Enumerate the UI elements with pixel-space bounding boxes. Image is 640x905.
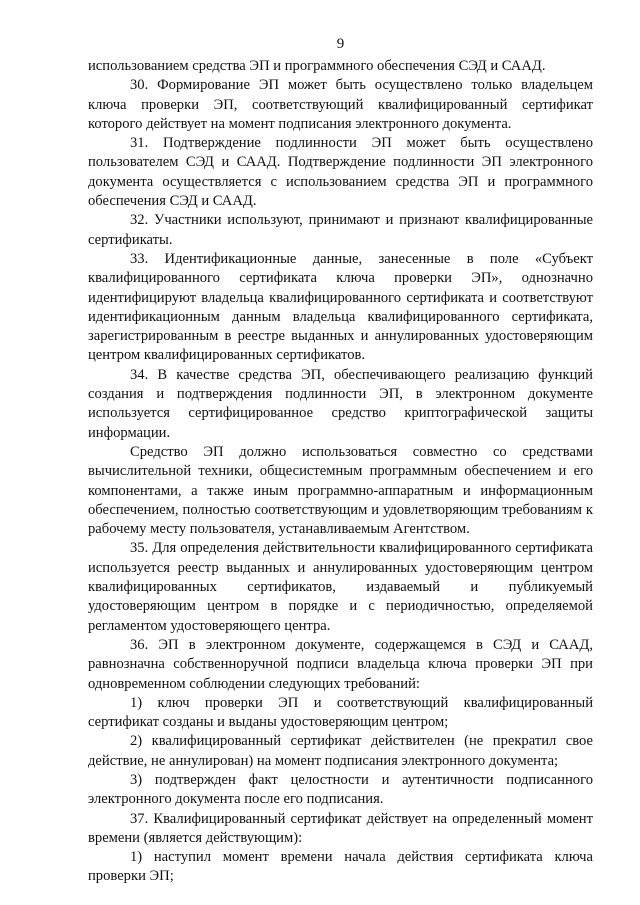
list-item-36-1: 1) ключ проверки ЭП и соответствующий квалифицированный сертификат созданы и выданы удостоверяющим центром; bbox=[88, 694, 593, 731]
document-body bbox=[88, 57, 593, 887]
paragraph-37: 37. Квалифицированный сертификат действует на определенный момент времени (является действующим): bbox=[88, 810, 593, 846]
list-item-36-3: 3) подтвержден факт целостности и аутентичности подписанного электронного документа после его подписания. bbox=[88, 771, 593, 808]
paragraph-34-cont: Средство ЭП должно использоваться совместно со средствами вычислительной техники, общесистемным программным обеспечением и его компонентами, а также иным программно-аппаратным и информационным обеспечением, полностью соответствующим и удовлетворяющим требованиям к рабочему месту пользователя, устанавливаемым Агентством. bbox=[88, 443, 593, 538]
paragraph-32: 32. Участники используют, принимают и признают квалифицированные сертификаты. bbox=[88, 212, 593, 248]
paragraph-30: 30. Формирование ЭП может быть осуществлено только владельцем ключа проверки ЭП, соответствующий квалифицированный сертификат которого действует на момент подписания электронного документа. bbox=[88, 77, 593, 132]
paragraph-35: 35. Для определения действительности квалифицированного сертификата используется реестр выданных и аннулированных удостоверяющим центром квалифицированных сертификатов, издаваемый и публикуемый удостоверяющим центром в порядке и с периодичностью, определяемой регламентом удостоверяющего центра. bbox=[88, 540, 593, 634]
paragraph-continuation: использованием средства ЭП и программного обеспечения СЭД и СААД. bbox=[88, 58, 546, 74]
paragraph-36: 36. ЭП в электронном документе, содержащемся в СЭД и СААД, равнозначна собственноручной подписи владельца ключа проверки ЭП при одновременном соблюдении следующих требований: bbox=[88, 636, 593, 692]
paragraph-33: 33. Идентификационные данные, занесенные в поле «Субъект квалифицированного сертификата ключа проверки ЭП», однозначно идентифицируют владельца квалифицированного сертификата и соответствуют идентификационным данным владельца квалифицированного сертификата, зарегистрированным в реестре выданных и аннулированных удостоверяющим центром квалифицированных сертификатов. bbox=[88, 250, 593, 364]
paragraph-34: 34. В качестве средства ЭП, обеспечивающего реализацию функций создания и подтверждения подлинности ЭП, в электронном документе используется сертифицированное средство криптографической защиты информации. bbox=[88, 366, 593, 441]
list-item-37-1: 1) наступил момент времени начала действия сертификата ключа проверки ЭП; bbox=[88, 849, 593, 885]
page-number: 9 bbox=[336, 36, 345, 52]
paragraph-31: 31. Подтверждение подлинности ЭП может быть осуществлено пользователем СЭД и СААД. Подтверждение подлинности ЭП электронного документа осуществляется с использованием средства ЭП и программного обеспечения СЭД и СААД. bbox=[88, 135, 593, 210]
list-item-36-2: 2) квалифицированный сертификат действителен (не прекратил свое действие, не аннулирован) на момент подписания электронного документа; bbox=[88, 733, 593, 769]
